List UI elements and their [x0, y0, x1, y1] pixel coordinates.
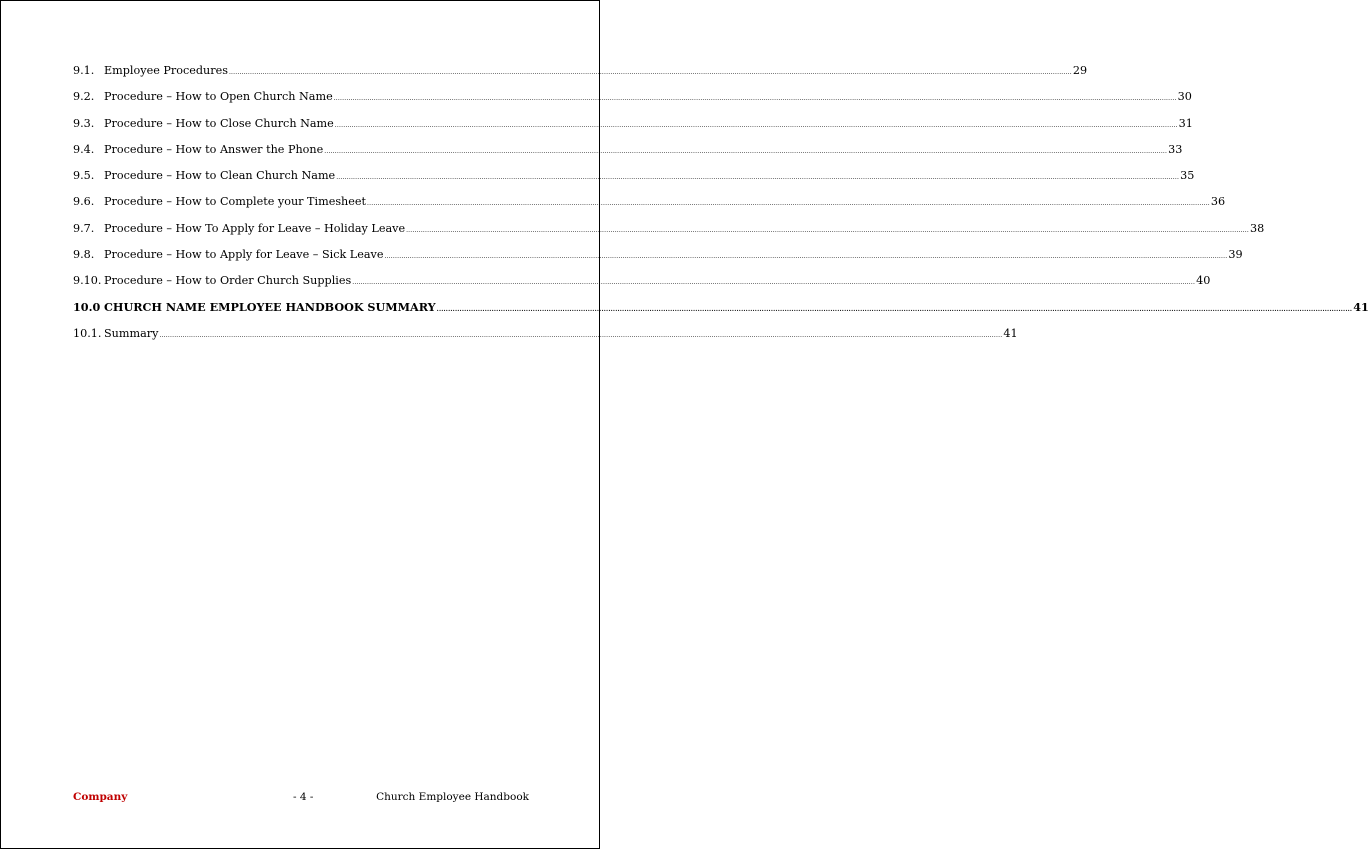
toc-entry-page-number: 39 — [1228, 248, 1243, 262]
toc-entry-number: 9.3. — [73, 116, 95, 130]
toc-entry-number: 9.2. — [73, 90, 95, 104]
toc-entry-title: Procedure – How to Order Church Supplies — [104, 274, 352, 288]
toc-entry-number: 9.6. — [73, 195, 95, 209]
toc-entry[interactable] — [73, 299, 1369, 328]
toc-entry-page-number: 41 — [1003, 326, 1018, 340]
toc-entry-title: Procedure – How to Clean Church Name — [104, 169, 336, 183]
dot-leader: ................................................................................................................................................................................................................................................................................................................................................................................................................ — [436, 305, 1353, 313]
dot-leader: ................................................................................................................................................................................................................................................................................................................................................................................................................ — [352, 279, 1196, 287]
toc-entry-page-number: 36 — [1210, 195, 1226, 209]
toc-entry-title: Procedure – How To Apply for Leave – Holiday Leave — [104, 221, 406, 235]
dot-leader: ................................................................................................................................................................................................................................................................................................................................................................................................................ — [336, 174, 1180, 182]
footer-page-number: - 4 - — [293, 791, 314, 803]
toc-entry[interactable] — [73, 326, 1018, 354]
toc-entry-number: 9.4. — [73, 142, 95, 156]
dot-leader: ................................................................................................................................................................................................................................................................................................................................................................................................................ — [333, 95, 1177, 103]
toc-entry-title: Procedure – How to Close Church Name — [104, 116, 334, 130]
table-of-contents — [73, 64, 1369, 354]
toc-entry[interactable] — [73, 221, 1265, 249]
toc-entry-page-number: 31 — [1178, 116, 1193, 130]
dot-leader: ................................................................................................................................................................................................................................................................................................................................................................................................................ — [228, 69, 1072, 76]
toc-entry[interactable] — [73, 64, 1088, 91]
toc-entry[interactable] — [73, 248, 1243, 275]
toc-entry-number: 10.0 — [73, 299, 101, 314]
toc-entry-title: CHURCH NAME EMPLOYEE HANDBOOK SUMMARY — [104, 299, 436, 314]
toc-entry[interactable] — [73, 169, 1195, 196]
toc-entry-title: Procedure – How to Apply for Leave – Sick Leave — [104, 248, 384, 262]
toc-entry-number: 9.10. — [73, 274, 102, 288]
toc-entry-number: 9.7. — [73, 221, 95, 235]
toc-entry-number: 9.8. — [73, 248, 95, 262]
toc-entry-page-number: 40 — [1196, 274, 1211, 288]
toc-entry-number: 9.1. — [73, 64, 95, 77]
page-footer — [73, 791, 529, 805]
toc-entry-page-number: 33 — [1168, 142, 1183, 156]
toc-entry[interactable] — [73, 142, 1183, 170]
dot-leader: ................................................................................................................................................................................................................................................................................................................................................................................................................ — [334, 121, 1178, 129]
toc-entry-title: Procedure – How to Open Church Name — [104, 90, 333, 104]
dot-leader: ................................................................................................................................................................................................................................................................................................................................................................................................................ — [159, 331, 1003, 339]
footer-company: Company — [73, 791, 128, 803]
footer-document-title: Church Employee Handbook — [376, 791, 529, 803]
toc-entry-page-number: 30 — [1177, 90, 1192, 104]
toc-entry-title: Procedure – How to Complete your Timesheet — [104, 195, 367, 209]
toc-entry-page-number: 29 — [1072, 64, 1088, 77]
toc-entry-page-number: 38 — [1249, 221, 1265, 235]
toc-entry[interactable] — [73, 274, 1211, 301]
toc-entry-page-number: 35 — [1180, 169, 1195, 183]
toc-entry[interactable] — [73, 195, 1226, 222]
toc-entry[interactable] — [73, 116, 1193, 144]
toc-entry-title: Employee Procedures — [104, 64, 228, 77]
toc-entry[interactable] — [73, 90, 1192, 117]
toc-entry-title: Summary — [104, 326, 159, 340]
dot-leader: ................................................................................................................................................................................................................................................................................................................................................................................................................ — [384, 253, 1228, 261]
toc-entry-number: 9.5. — [73, 169, 95, 183]
dot-leader: ................................................................................................................................................................................................................................................................................................................................................................................................................ — [367, 200, 1210, 208]
toc-entry-page-number: 41 — [1353, 299, 1369, 314]
dot-leader: ................................................................................................................................................................................................................................................................................................................................................................................................................ — [406, 226, 1249, 234]
toc-entry-title: Procedure – How to Answer the Phone — [104, 142, 324, 156]
toc-entry-number: 10.1. — [73, 326, 102, 340]
dot-leader: ................................................................................................................................................................................................................................................................................................................................................................................................................ — [324, 147, 1168, 155]
